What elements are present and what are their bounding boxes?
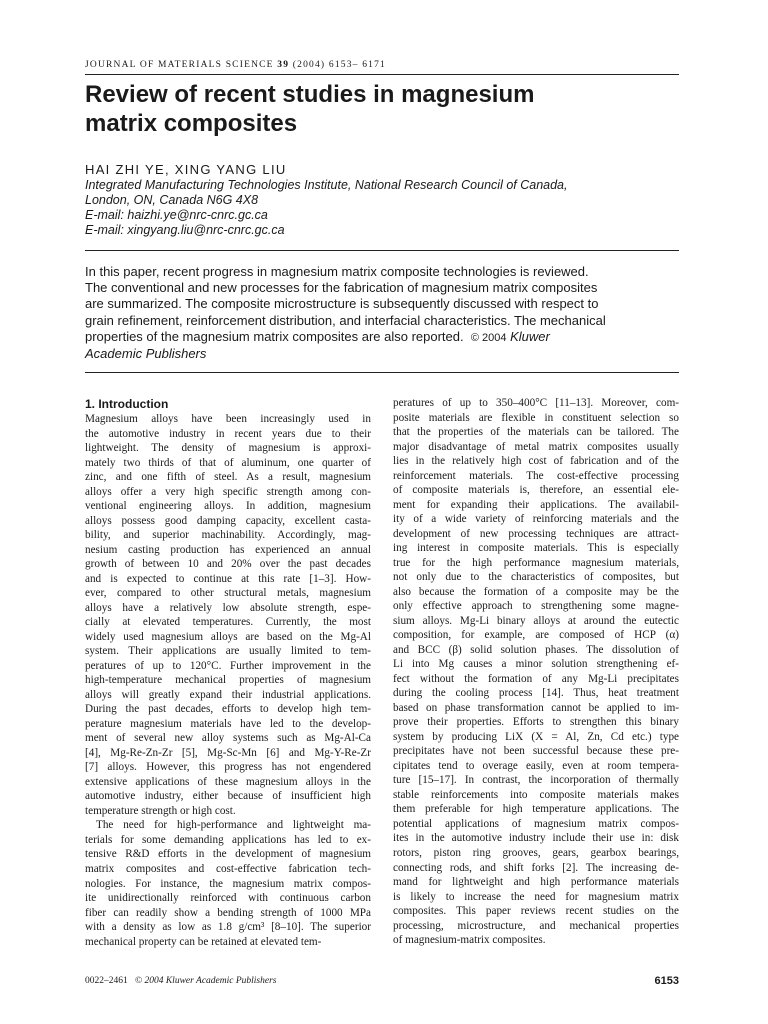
- text-line: bility, and superior machinability. Accordingly, mag-: [85, 529, 371, 542]
- text-line: them preferable for high temperature applications. The: [393, 803, 679, 816]
- text-line: cipitates tend to overage easily, even at room tempera-: [393, 759, 679, 772]
- issn: 0022–2461: [85, 976, 128, 986]
- text-line: development of new processing techniques are attract-: [393, 527, 679, 540]
- text-line: ventional engineering alloys. In addition, magnesium: [85, 500, 371, 513]
- text-line: nesium casting production has experienced an annual: [85, 543, 371, 556]
- text-line: tensive R&D efforts in the development of magnesium: [85, 848, 371, 861]
- abstract-publisher-line: Academic Publishers: [85, 346, 207, 362]
- text-line: connecting rods, and shift forks [2]. The increasing de-: [393, 861, 679, 874]
- right-column: [393, 396, 679, 948]
- text-line: precipitates have not been successful because these pre-: [393, 745, 679, 758]
- abstract-line: properties of the magnesium matrix composites are also reported. © 2004 Kluwer: [85, 328, 550, 344]
- text-line: based on phase transformation cannot be applied to im-: [393, 701, 679, 714]
- affiliation-line: Integrated Manufacturing Technologies Institute, National Research Council of Canada,: [85, 178, 568, 192]
- text-line: temperature strength or high cost.: [85, 804, 236, 817]
- text-line: mand for lightweight and high performance materials: [393, 876, 679, 889]
- text-line: Li into Mg causes a minor solution strengthening ef-: [393, 658, 679, 671]
- running-head: [85, 60, 679, 75]
- abstract-line: The conventional and new processes for the fabrication of magnesium matrix composites: [85, 280, 598, 296]
- text-line: fect without the formation of any Mg-Li precipitates: [393, 672, 679, 685]
- text-line: fiber can readily show a bending strength of 1000 MPa: [85, 906, 371, 919]
- text-line: ing interest in composite materials. This is especially: [393, 542, 679, 555]
- text-line: [4], Mg-Re-Zn-Zr [5], Mg-Sc-Mn [6] and Mg-Y-Re-Zr: [85, 746, 371, 759]
- text-line: ites in the automotive industry include their use in: disk: [393, 832, 679, 845]
- text-line: of composite materials is, therefore, an essential ele-: [393, 484, 679, 497]
- text-line: the automotive industry in recent years due to their: [85, 427, 371, 440]
- text-line: ever, compared to other structural metals, magnesium: [85, 587, 371, 600]
- title-line: matrix composites: [85, 110, 298, 137]
- text-line: only effective approach to strengthening some magne-: [393, 600, 679, 613]
- text-line: system. Their applications are usually limited to tem-: [85, 645, 371, 658]
- email-line: E-mail: xingyang.liu@nrc-cnrc.gc.ca: [85, 223, 285, 237]
- text-line: peratures of up to 120°C. Further improvement in the: [85, 659, 371, 672]
- text-line: system by producing LiX (X = Al, Zn, Cd etc.) type: [393, 730, 679, 743]
- abstract-line: grain refinement, reinforcement distribution, and interfacial characteristics. The mechanical: [85, 312, 606, 328]
- page-number: 6153: [654, 975, 679, 987]
- text-line: ite unidirectionally reinforced with continuous carbon: [85, 892, 371, 905]
- text-line: alloys possess good damping capacity, excellent casta-: [85, 514, 371, 527]
- text-line: The need for high-performance and lightweight ma-: [96, 819, 371, 832]
- left-column: [85, 396, 371, 949]
- text-line: terials for some demanding applications has led to ex-: [85, 833, 371, 846]
- section-heading: 1. Introduction: [85, 397, 169, 411]
- text-line: alloys offer a very high specific strength among con-: [85, 485, 371, 498]
- text-line: processing, microstructure, and mechanical properties: [393, 919, 679, 932]
- text-line: posite materials are flexible in constituent selection so: [393, 411, 679, 424]
- text-line: stable reinforcements into composite materials makes: [393, 788, 679, 801]
- text-line: mately two thirds of that of aluminum, one quarter of: [85, 456, 371, 469]
- text-line: automotive industry, either because of insufficient high: [85, 790, 371, 803]
- text-line: sium alloys. Mg-Li binary alloys at around the eutectic: [393, 614, 679, 627]
- abstract-copyright: © 2004: [470, 331, 507, 344]
- text-line: reinforcement materials. The cost-effective processing: [393, 469, 679, 482]
- text-line: peratures of up to 350–400°C [11–13]. Moreover, com-: [393, 397, 679, 409]
- text-line: high-temperature mechanical properties of magnesium: [85, 674, 371, 687]
- abstract-line: In this paper, recent progress in magnesium matrix composite technologies is reviewed.: [85, 264, 589, 279]
- text-line: and BCC (β) solid solution phases. The dissolution of: [393, 643, 679, 656]
- text-line: [7] alloys. However, this progress has not engendered: [85, 761, 371, 774]
- text-line: with a density as low as 1.8 g/cm³ [8–10]. The superior: [85, 921, 371, 934]
- text-line: growth of between 10 and 20% over the past decades: [85, 558, 371, 571]
- text-line: during the cooling process [14]. Thus, heat treatment: [393, 687, 679, 700]
- text-line: that the properties of the materials can be tailored. The: [393, 426, 679, 439]
- text-line: ture [15–17]. In contrast, the incorporation of thermally: [393, 774, 679, 787]
- text-line: is likely to increase the need for magnesium matrix: [393, 890, 679, 903]
- journal-name: JOURNAL OF MATERIALS SCIENCE: [85, 60, 274, 70]
- journal-volume: 39: [277, 60, 290, 70]
- title-line: Review of recent studies in magnesium: [85, 81, 535, 108]
- text-line: cially at elevated temperatures. Currently, the most: [85, 616, 371, 629]
- text-line: widely used magnesium alloys are based on the Mg-Al: [85, 630, 371, 643]
- text-line: extensive applications of these magnesium alloys in the: [85, 775, 371, 788]
- text-line: true for the high performance magnesium materials,: [393, 556, 679, 569]
- page-title: [85, 80, 679, 138]
- text-line: rotors, piston ring grooves, gears, gearbox bearings,: [393, 846, 679, 859]
- abstract-line: are summarized. The composite microstructure is subsequently discussed with respect to: [85, 296, 599, 312]
- footer-copyright: [85, 976, 277, 986]
- text-line: potential applications of magnesium matrix compos-: [393, 817, 679, 830]
- text-line: lies in the relatively high cost of fabrication and of the: [393, 455, 679, 468]
- text-line: ment of several new alloy systems such as Mg-Al-Ca: [85, 732, 371, 745]
- text-line: ity of a wide variety of reinforcing materials and the: [393, 513, 679, 526]
- text-line: zinc, and one fifth of steel. As a result, magnesium: [85, 471, 371, 484]
- text-line: also because the formation of a composite may be the: [393, 585, 679, 598]
- divider-top: [85, 250, 679, 251]
- text-line: lightweight. The density of magnesium is approxi-: [85, 442, 371, 455]
- abstract: [85, 264, 679, 362]
- divider-bottom: [85, 372, 679, 373]
- text-line: During the past decades, efforts to develop high tem-: [85, 703, 371, 716]
- affiliation: [85, 178, 679, 238]
- journal-year-pages: (2004) 6153– 6171: [292, 60, 386, 70]
- footer-publisher: © 2004 Kluwer Academic Publishers: [134, 976, 277, 986]
- text-line: perature magnesium materials have led to the develop-: [85, 717, 371, 730]
- text-line: composition, for example, are composed of HCP (α): [393, 629, 679, 642]
- text-line: prove their properties. Efforts to strengthen this binary: [393, 716, 679, 729]
- text-line: not only due to the characteristics of composites, but: [393, 571, 679, 584]
- text-line: of magnesium-matrix composites.: [393, 934, 546, 947]
- text-line: alloys have a relatively low absolute strength, espe-: [85, 601, 371, 614]
- text-line: composites. This paper reviews recent studies on the: [393, 905, 679, 918]
- affiliation-line: London, ON, Canada N6G 4X8: [85, 193, 259, 207]
- text-line: mechanical property can be retained at elevated tem-: [85, 935, 322, 948]
- text-line: alloys will greatly expand their industrial applications.: [85, 688, 371, 701]
- text-line: Magnesium alloys have been increasingly used in: [85, 413, 371, 425]
- text-line: major disadvantage of metal matrix composites usually: [393, 440, 679, 453]
- email-line: E-mail: haizhi.ye@nrc-cnrc.gc.ca: [85, 208, 268, 222]
- authors: HAI ZHI YE, XING YANG LIU: [85, 162, 287, 177]
- abstract-publisher: Kluwer: [510, 328, 550, 344]
- text-line: ment for expanding their applications. The availabil-: [393, 498, 679, 511]
- text-line: matrix composites and cost-effective fabrication tech-: [85, 862, 371, 875]
- text-line: and is expected to continue at this rate [1–3]. How-: [85, 572, 371, 585]
- text-line: nologies. For instance, the magnesium matrix compos-: [85, 877, 371, 890]
